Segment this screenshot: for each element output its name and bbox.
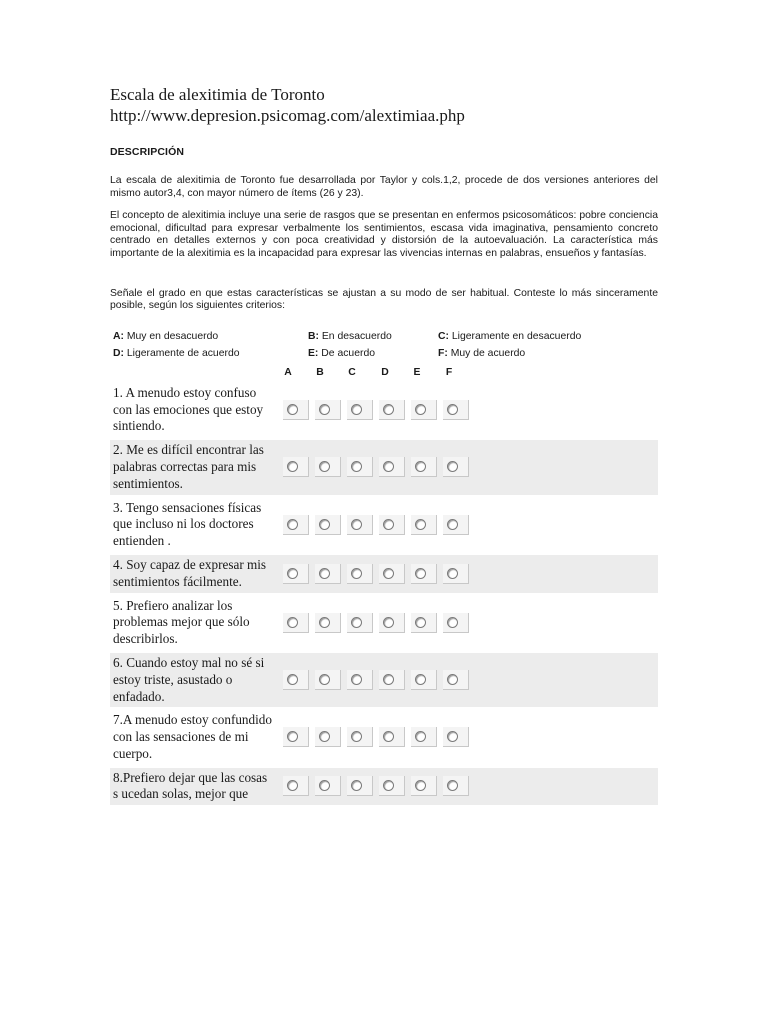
radio-button[interactable] <box>415 519 426 530</box>
radio-button[interactable] <box>447 780 458 791</box>
column-header: C <box>348 366 356 378</box>
radio-button[interactable] <box>383 674 394 685</box>
radio-option-a[interactable] <box>283 776 309 796</box>
radio-option-e[interactable] <box>411 670 437 690</box>
radio-option-a[interactable] <box>283 670 309 690</box>
question-text: 5. Prefiero analizar los problemas mejor que sólo describirlos. <box>113 597 250 647</box>
question-text: 4. Soy capaz de expresar mis sentimientos fácilmente. <box>113 556 267 589</box>
radio-button[interactable] <box>319 404 330 415</box>
legend-key: C: <box>438 330 449 342</box>
radio-option-c[interactable] <box>347 515 373 535</box>
radio-button[interactable] <box>447 617 458 628</box>
question-text: 3. Tengo sensaciones físicas que incluso ni los doctores entienden . <box>113 499 262 549</box>
radio-button[interactable] <box>287 674 298 685</box>
radio-option-b[interactable] <box>315 515 341 535</box>
radio-option-f[interactable] <box>443 457 469 477</box>
legend-text: Ligeramente en desacuerdo <box>451 330 582 342</box>
radio-button[interactable] <box>287 731 298 742</box>
radio-option-a[interactable] <box>283 400 309 420</box>
radio-option-e[interactable] <box>411 776 437 796</box>
answer-options <box>283 613 475 633</box>
legend-key: B: <box>308 330 319 342</box>
question-text: 6. Cuando estoy mal no sé si estoy triste, asustado o enfadado. <box>113 654 265 704</box>
answer-options <box>283 564 475 584</box>
legend-key: E: <box>308 347 319 359</box>
radio-button[interactable] <box>415 568 426 579</box>
radio-option-f[interactable] <box>443 776 469 796</box>
radio-button[interactable] <box>415 404 426 415</box>
radio-option-a[interactable] <box>283 564 309 584</box>
section-heading: DESCRIPCIÓN <box>110 146 185 158</box>
question-text: 2. Me es difícil encontrar las palabras correctas para mis sentimientos. <box>113 442 264 491</box>
radio-button[interactable] <box>287 404 298 415</box>
paragraph-concept: El concepto de alexitimia incluye una serie de rasgos que se presentan en enfermos psicosomáticos: pobre conciencia emocional, dificultad para expresar verbalmente los sentimientos, escasa vida imaginativa, pensamiento concreto centrado en detalles externos y con poca creatividad y distorsión de la autoevaluación. La característica más importante de la alexitimia es la incapacidad para expresar las vivencias internas en palabras, ensueños y fantasías. <box>110 210 658 259</box>
radio-button[interactable] <box>415 461 426 472</box>
answer-options <box>283 727 475 747</box>
radio-option-b[interactable] <box>315 457 341 477</box>
radio-option-e[interactable] <box>411 400 437 420</box>
radio-button[interactable] <box>351 404 362 415</box>
radio-button[interactable] <box>319 674 330 685</box>
radio-option-c[interactable] <box>347 776 373 796</box>
legend-key: D: <box>113 347 124 359</box>
question-row <box>110 653 658 707</box>
legend-item <box>308 348 375 359</box>
legend-key: F: <box>438 347 448 359</box>
criteria-legend <box>110 331 658 365</box>
legend-text: En desacuerdo <box>321 330 392 342</box>
radio-option-f[interactable] <box>443 564 469 584</box>
radio-option-d[interactable] <box>379 670 405 690</box>
radio-option-e[interactable] <box>411 457 437 477</box>
question-row <box>110 768 658 806</box>
radio-option-d[interactable] <box>379 515 405 535</box>
question-text: 1. A menudo estoy confuso con las emociones que estoy sintiendo. <box>113 384 264 434</box>
column-header: E <box>413 366 421 378</box>
radio-option-d[interactable] <box>379 400 405 420</box>
question-text: 8.Prefiero dejar que las cosas s ucedan solas, mejor que <box>113 769 268 802</box>
radio-option-f[interactable] <box>443 670 469 690</box>
radio-button[interactable] <box>351 731 362 742</box>
radio-button[interactable] <box>383 617 394 628</box>
radio-button[interactable] <box>447 731 458 742</box>
radio-button[interactable] <box>447 674 458 685</box>
radio-option-c[interactable] <box>347 400 373 420</box>
radio-option-d[interactable] <box>379 564 405 584</box>
radio-option-e[interactable] <box>411 613 437 633</box>
paragraph-intro: La escala de alexitimia de Toronto fue desarrollada por Taylor y cols.1,2, procede de dos versiones anteriores del mismo autor3,4, con mayor número de ítems (26 y 23). <box>110 175 658 199</box>
radio-button[interactable] <box>415 780 426 791</box>
radio-option-f[interactable] <box>443 400 469 420</box>
question-row <box>110 555 658 593</box>
radio-option-d[interactable] <box>379 613 405 633</box>
radio-button[interactable] <box>415 731 426 742</box>
radio-button[interactable] <box>287 519 298 530</box>
radio-option-c[interactable] <box>347 564 373 584</box>
radio-option-a[interactable] <box>283 727 309 747</box>
document-title: Escala de alexitimia de Toronto <box>110 85 325 104</box>
column-header: A <box>284 366 292 378</box>
radio-button[interactable] <box>383 780 394 791</box>
radio-button[interactable] <box>287 780 298 791</box>
radio-button[interactable] <box>319 780 330 791</box>
legend-text: De acuerdo <box>321 347 376 359</box>
question-row <box>110 440 658 494</box>
radio-button[interactable] <box>383 568 394 579</box>
radio-button[interactable] <box>351 461 362 472</box>
radio-option-c[interactable] <box>347 670 373 690</box>
column-header: F <box>445 366 453 378</box>
legend-item <box>308 331 392 342</box>
radio-option-f[interactable] <box>443 727 469 747</box>
answer-options <box>283 776 475 796</box>
radio-option-b[interactable] <box>315 400 341 420</box>
radio-button[interactable] <box>351 780 362 791</box>
radio-option-d[interactable] <box>379 457 405 477</box>
answer-options <box>283 400 475 420</box>
radio-option-f[interactable] <box>443 515 469 535</box>
legend-item <box>438 331 581 342</box>
radio-button[interactable] <box>319 731 330 742</box>
radio-option-d[interactable] <box>379 727 405 747</box>
source-url: http://www.depresion.psicomag.com/alextimiaa.php <box>110 106 465 125</box>
radio-button[interactable] <box>319 519 330 530</box>
answer-options <box>283 515 475 535</box>
radio-button[interactable] <box>447 568 458 579</box>
radio-option-b[interactable] <box>315 564 341 584</box>
radio-option-d[interactable] <box>379 776 405 796</box>
radio-option-a[interactable] <box>283 515 309 535</box>
question-row <box>110 498 658 552</box>
radio-button[interactable] <box>287 568 298 579</box>
radio-option-b[interactable] <box>315 670 341 690</box>
radio-button[interactable] <box>287 461 298 472</box>
legend-text: Ligeramente de acuerdo <box>126 347 240 359</box>
radio-button[interactable] <box>383 461 394 472</box>
radio-option-b[interactable] <box>315 776 341 796</box>
radio-option-c[interactable] <box>347 613 373 633</box>
radio-button[interactable] <box>351 674 362 685</box>
legend-item <box>438 348 525 359</box>
radio-button[interactable] <box>319 461 330 472</box>
answer-options <box>283 670 475 690</box>
radio-button[interactable] <box>415 617 426 628</box>
column-header: B <box>316 366 324 378</box>
question-list <box>110 383 658 806</box>
radio-button[interactable] <box>447 461 458 472</box>
question-row <box>110 383 658 437</box>
radio-option-a[interactable] <box>283 457 309 477</box>
radio-button[interactable] <box>447 404 458 415</box>
column-header: D <box>381 366 389 378</box>
paragraph-instructions: Señale el grado en que estas características se ajustan a su modo de ser habitual. Conteste lo más sinceramente posible, según los siguientes criterios: <box>110 287 658 312</box>
radio-option-c[interactable] <box>347 727 373 747</box>
question-row <box>110 596 658 650</box>
radio-button[interactable] <box>383 519 394 530</box>
legend-item <box>113 348 240 359</box>
legend-text: Muy de acuerdo <box>450 347 526 359</box>
radio-button[interactable] <box>319 617 330 628</box>
legend-key: A: <box>113 330 124 342</box>
legend-text: Muy en desacuerdo <box>126 330 219 342</box>
legend-item <box>113 331 218 342</box>
radio-option-e[interactable] <box>411 727 437 747</box>
radio-option-f[interactable] <box>443 613 469 633</box>
question-text: 7.A menudo estoy confundido con las sensaciones de mi cuerpo. <box>113 712 272 761</box>
radio-option-a[interactable] <box>283 613 309 633</box>
column-headers <box>110 365 658 383</box>
radio-button[interactable] <box>319 568 330 579</box>
radio-button[interactable] <box>287 617 298 628</box>
radio-option-e[interactable] <box>411 564 437 584</box>
radio-button[interactable] <box>351 617 362 628</box>
radio-button[interactable] <box>351 519 362 530</box>
radio-button[interactable] <box>383 404 394 415</box>
radio-option-b[interactable] <box>315 727 341 747</box>
radio-option-b[interactable] <box>315 613 341 633</box>
radio-option-c[interactable] <box>347 457 373 477</box>
question-row <box>110 710 658 764</box>
radio-button[interactable] <box>447 519 458 530</box>
answer-options <box>283 457 475 477</box>
radio-button[interactable] <box>415 674 426 685</box>
document-page <box>110 84 658 808</box>
radio-button[interactable] <box>351 568 362 579</box>
radio-option-e[interactable] <box>411 515 437 535</box>
radio-button[interactable] <box>383 731 394 742</box>
